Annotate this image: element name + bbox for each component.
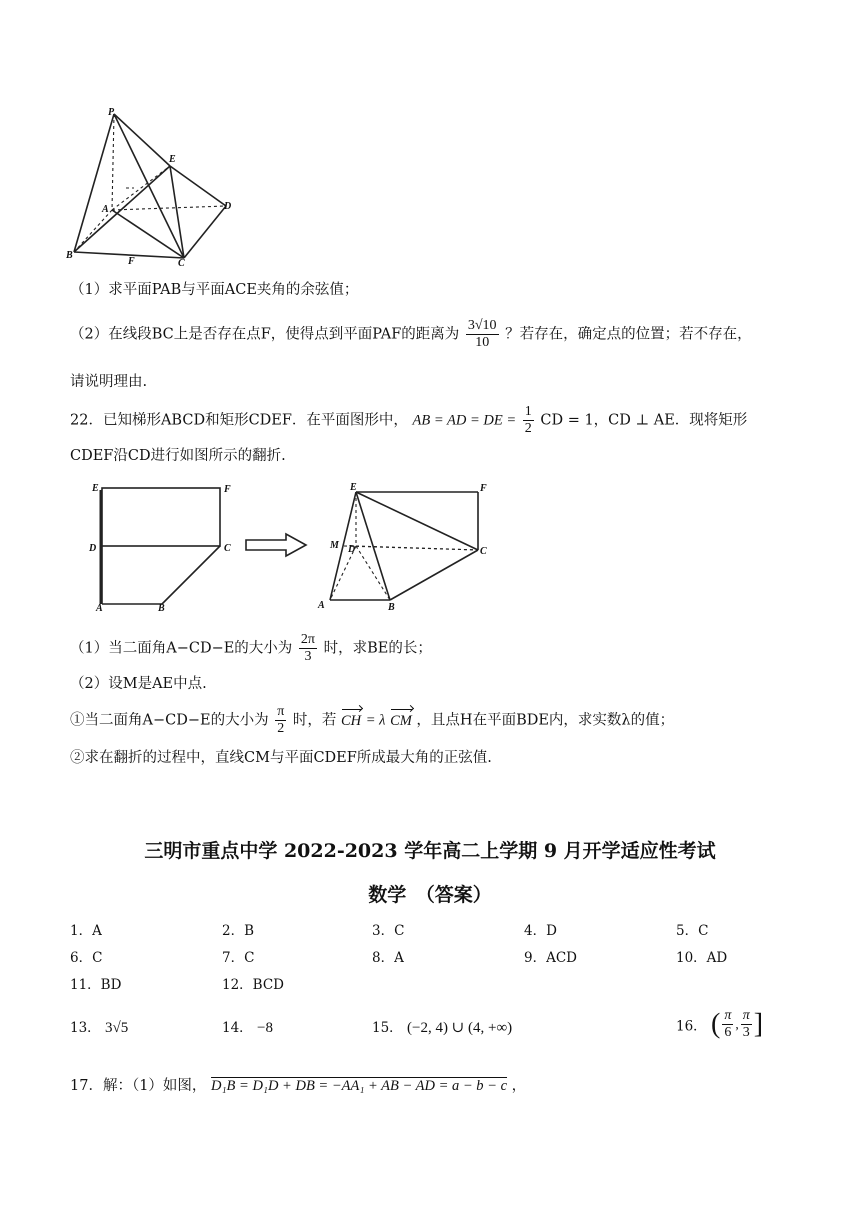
answer-16	[676, 1008, 763, 1041]
q21-part1	[70, 280, 358, 300]
answer-16-n1: π	[724, 1008, 732, 1023]
q22-line2	[70, 446, 286, 466]
q22-p2-text: （2）设M是AE中点.	[70, 676, 207, 692]
q22-part2-i	[70, 704, 674, 737]
answer-6: 6．C	[70, 950, 103, 966]
answer-13-label: 13．	[70, 1020, 101, 1036]
answer-subtitle: 数学 （答案）	[368, 884, 492, 906]
q21-part2-text-c: 请说明理由.	[70, 374, 148, 390]
q21-distance-fraction	[466, 318, 499, 351]
fig21-label-a: A	[102, 204, 109, 215]
q17-line	[70, 1076, 526, 1096]
q22-vec-ch: CH	[340, 712, 362, 729]
fig22b-label-c: C	[480, 546, 487, 557]
answer-15-label: 15．	[372, 1020, 403, 1036]
answer-16-n2: π	[742, 1008, 750, 1023]
q22-p2i-num: π	[277, 704, 285, 719]
q21-part1-text: （1）求平面PAB与平面ACE夹角的余弦值；	[70, 282, 359, 298]
answer-16-right-bracket: ]	[753, 1008, 764, 1040]
answer-14	[222, 1016, 273, 1037]
answer-5: 5．C	[676, 923, 709, 939]
q22-eq-a: AB = AD = DE =	[412, 412, 517, 429]
q22-p1-text-b: 时，求BE的长；	[323, 640, 432, 657]
q22-p2i-den: 2	[277, 721, 285, 736]
answer-9: 9．ACD	[524, 950, 577, 966]
fig22a-label-b: B	[158, 603, 165, 612]
fig21-label-e: E	[169, 154, 176, 165]
fig21-label-b: B	[66, 250, 73, 261]
q21-frac-num: 3√10	[467, 318, 497, 333]
fig21-label-d: D	[224, 201, 232, 212]
q21-part2-text-b: ？若存在，确定点的位置；若不存在，	[505, 326, 752, 343]
q22-p2i-text-a: ①当二面角A−CD−E的大小为	[70, 712, 269, 729]
q22-part2	[70, 674, 207, 694]
q22-line1	[70, 404, 747, 437]
q22-half-num: 1	[524, 404, 532, 419]
q17-lead: 17．解：（1）如图，	[70, 1078, 207, 1094]
q22-p2i-text-c: ，且点H在平面BDE内，求实数λ的值；	[416, 712, 675, 729]
answer-14-value: −8	[256, 1020, 273, 1036]
fig22b-label-e: E	[350, 482, 357, 493]
answer-4: 4．D	[524, 923, 557, 939]
answer-3: 3．C	[372, 923, 405, 939]
answer-8: 8．A	[372, 950, 404, 966]
q22-part2-ii	[70, 748, 492, 768]
fig22a-label-e: E	[92, 483, 99, 494]
fig22a-label-d: D	[89, 543, 97, 554]
q21-frac-den: 10	[475, 335, 490, 350]
q22-eq-b: CD = 1，CD ⊥ AE．现将矩形	[540, 412, 748, 429]
answer-7: 7．C	[222, 950, 255, 966]
q21-part2	[70, 318, 752, 351]
answer-13-value: 3√5	[104, 1020, 129, 1036]
q22-part1	[70, 632, 432, 665]
q22-half-den: 2	[524, 421, 532, 436]
answer-16-d1: 6	[724, 1025, 732, 1040]
planar-figure	[86, 478, 246, 612]
q22-p1-den: 3	[304, 649, 312, 664]
answer-16-frac2	[741, 1008, 752, 1041]
q21-part2-text-a: （2）在线段BC上是否存在点F，使得点到平面PAF的距离为	[70, 326, 460, 343]
answer-15	[372, 1016, 512, 1037]
fig22b-label-d: D	[348, 544, 356, 555]
answer-2: 2．B	[222, 923, 255, 939]
q22-line1-text: 22．已知梯形ABCD和矩形CDEF．在平面图形中，	[70, 412, 408, 429]
answer-11: 11．BD	[70, 977, 122, 993]
fig21-label-c: C	[178, 258, 185, 266]
q17-trailing-comma: ，	[511, 1078, 527, 1094]
q22-p1-num: 2π	[300, 632, 315, 647]
q22-vec-eq: = λ	[365, 712, 386, 729]
q22-vec-cm: CM	[390, 712, 412, 729]
answer-13	[70, 1016, 128, 1037]
q22-p1-text-a: （1）当二面角A−CD−E的大小为	[70, 640, 293, 657]
answer-16-left-paren: (	[710, 1008, 721, 1040]
fig22a-label-a: A	[96, 603, 103, 612]
answer-15-value: (−2, 4) ∪ (4, +∞)	[406, 1020, 513, 1036]
fig22a-label-c: C	[224, 543, 231, 554]
fig22a-label-f: F	[224, 484, 231, 495]
pyramid-figure	[66, 106, 242, 266]
fig22b-label-f: F	[480, 483, 487, 494]
answer-16-comma: ,	[735, 1016, 739, 1032]
answer-16-frac1	[722, 1008, 733, 1041]
q22-half-fraction	[523, 404, 534, 437]
answer-16-d2: 3	[742, 1025, 750, 1040]
answer-10: 10．AD	[676, 950, 728, 966]
answer-title: 三明市重点中学 2022-2023 学年高二上学期 9 月开学适应性考试	[144, 840, 716, 862]
q17-expression: D₁B = D₁D + DB = −AA₁ + AB − AD = a − b − c	[211, 1078, 508, 1094]
fig22b-label-b: B	[388, 602, 395, 612]
fig22b-label-m: M	[330, 540, 339, 551]
q22-p1-fraction	[299, 632, 317, 665]
folded-figure	[312, 478, 502, 612]
q22-p2i-text-b: 时，若	[292, 712, 337, 729]
fig21-label-p: P	[108, 107, 115, 118]
fig22b-label-a: A	[318, 600, 325, 611]
answer-14-label: 14．	[222, 1020, 253, 1036]
answer-12: 12．BCD	[222, 977, 285, 993]
answer-1: 1．A	[70, 923, 102, 939]
q22-p2i-fraction	[275, 704, 286, 737]
fig21-label-f: F	[128, 256, 135, 266]
q22-line2-text: CDEF沿CD进行如图所示的翻折.	[70, 448, 286, 464]
q22-p2ii-text: ②求在翻折的过程中，直线CM与平面CDEF所成最大角的正弦值.	[70, 750, 492, 766]
answer-16-label: 16．	[676, 1018, 707, 1035]
fold-arrow-icon	[244, 532, 308, 558]
q21-part2-cont	[70, 372, 147, 392]
